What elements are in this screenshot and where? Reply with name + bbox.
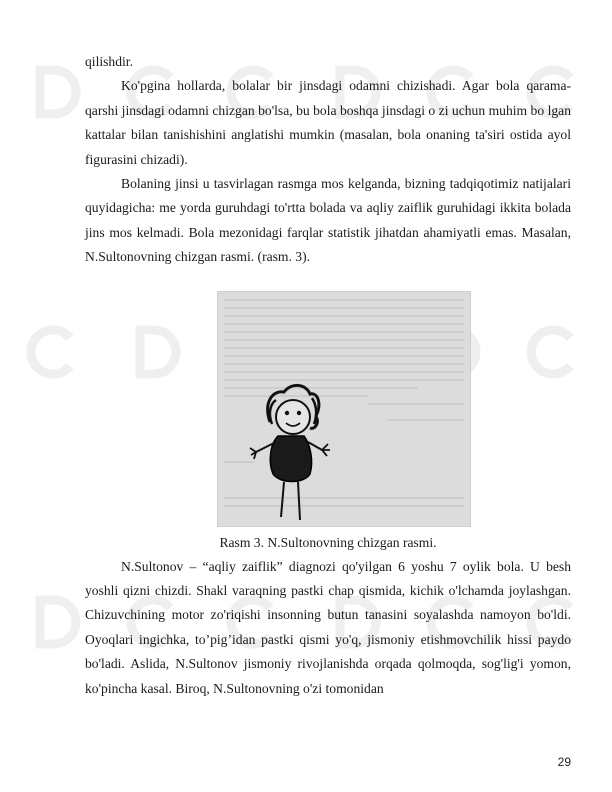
paragraph-intro: qilishdir. xyxy=(85,54,133,69)
page-content xyxy=(85,50,571,701)
paragraph-case-description: N.Sultonov – “aqliy zaiflik” diagnozi qo'yilgan 6 yoshu 7 oylik bola. U besh yoshli qizni chizdi. Shakl varaqning pastki chap qismida, kichik o'lchamda joylashgan. Chizuvchining motor zo'riqishi insonning butun tanasini soyalashda namoyon bo'ldi. Oyoqlari ingichka, to’pig’idan pastki qismi yo'q, jismoniy etishmovchilik hissi paydo bo'ladi. Aslida, N.Sultonov jismoniy rivojlanishda orqada qolmoqda, sog'lig'i yomon, ko'pincha kasal. Biroq, N.Sultonovning o'zi tomonidan xyxy=(85,558,571,696)
paragraph-gender-drawing: Ko'pgina hollarda, bolalar bir jinsdagi odamni chizishadi. Agar bola qarama-qarshi jinsdagi odamni chizgan bo'lsa, bu bola boshqa jinsdagi o zi uchun muhim bo lgan kattalar bilan tanishishini anglatishi mumkin (masalan, bola onaning ta'siri ostida ayol figurasini chizadi). xyxy=(85,78,571,167)
figure-caption: Rasm 3. N.Sultonovning chizgan rasmi. xyxy=(219,534,437,550)
child-drawing-image xyxy=(218,292,470,526)
page-number: 29 xyxy=(557,755,571,769)
paragraph-research-results: Bolaning jinsi u tasvirlagan rasmga mos kelganda, bizning tadqiqotimiz natijalari quyidagicha: me yorda guruhdagi to'rtta bolada va aqliy zaiflik guruhidagi ikkita bolada jins mos kelmadi. Bola mezonidagi farqlar statistik jihatdan ahamiyatli emas. Masalan, N.Sultonovning chizgan rasmi. (rasm. 3). xyxy=(85,176,571,265)
child-drawing-figure xyxy=(217,291,471,527)
